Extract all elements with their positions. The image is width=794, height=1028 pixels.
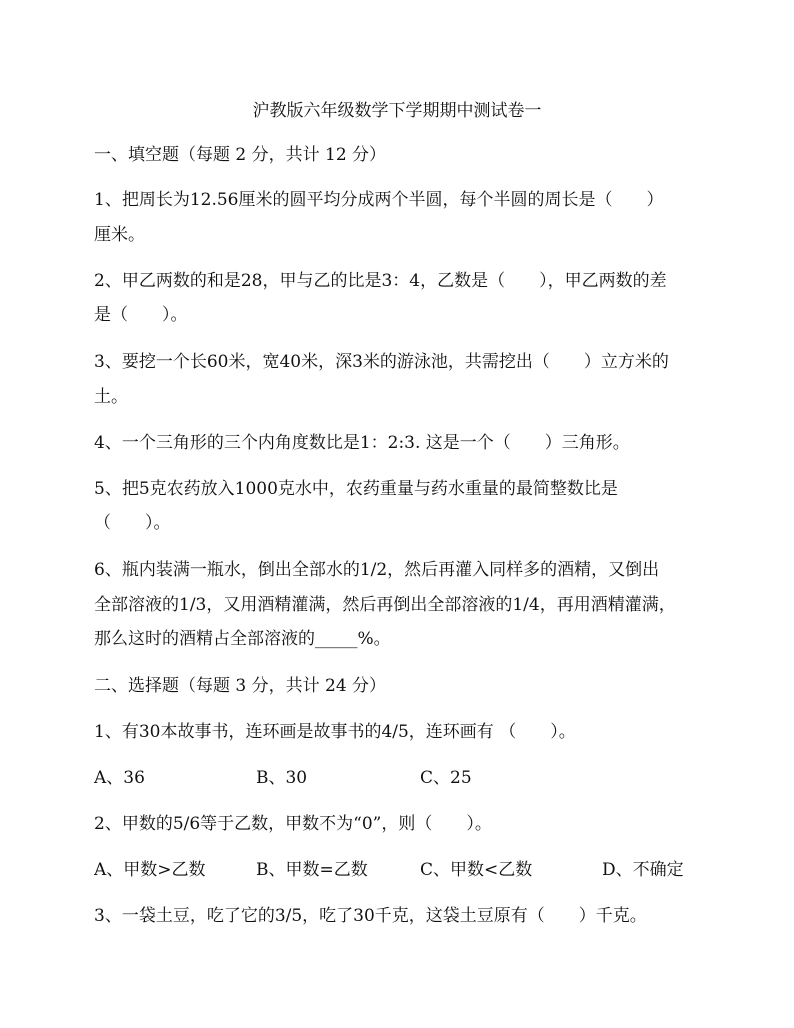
option-2-2-b: B、甲数=乙数 — [256, 860, 368, 880]
page-title: 沪教版六年级数学下学期期中测试卷一 — [252, 101, 542, 121]
section-heading-multiple-choice: 二、选择题（每题 3 分，共计 24 分） — [94, 676, 387, 696]
question-1-4-line-1: 4、一个三角形的三个内角度数比是1：2:3. 这是一个（ ）三角形。 — [94, 433, 630, 453]
question-1-5-line-1: 5、把5克农药放入1000克水中，农药重量与药水重量的最简整数比是 — [94, 479, 618, 499]
option-2-1-a: A、36 — [94, 768, 145, 788]
question-1-5-line-2: （ ）。 — [94, 513, 171, 533]
question-1-2-line-2: 是（ ）。 — [94, 305, 188, 325]
option-2-2-a: A、甲数>乙数 — [94, 860, 206, 880]
question-2-1-line-1: 1、有30本故事书，连环画是故事书的4/5，连环画有 （ ）。 — [94, 722, 576, 742]
option-2-1-b: B、30 — [256, 768, 308, 788]
question-1-6-line-3: 那么这时的酒精占全部溶液的_____%。 — [94, 629, 391, 649]
section-heading-fill-blank: 一、填空题（每题 2 分，共计 12 分） — [94, 145, 387, 165]
option-2-2-d: D、不确定 — [602, 860, 684, 880]
question-1-3-line-1: 3、要挖一个长60米，宽40米，深3米的游泳池，共需挖出（ ）立方米的 — [94, 352, 669, 372]
option-2-1-c: C、25 — [420, 768, 472, 788]
question-1-6-line-1: 6、瓶内装满一瓶水，倒出全部水的1/2，然后再灌入同样多的酒精，又倒出 — [94, 560, 660, 580]
question-1-3-line-2: 土。 — [94, 387, 128, 407]
question-1-1-line-2: 厘米。 — [94, 225, 145, 245]
question-1-6-line-2: 全部溶液的1/3，又用酒精灌满，然后再倒出全部溶液的1/4，再用酒精灌满， — [94, 595, 676, 615]
question-1-2-line-1: 2、甲乙两数的和是28，甲与乙的比是3：4，乙数是（ ），甲乙两数的差 — [94, 271, 667, 291]
question-2-3-line-1: 3、一袋土豆，吃了它的3/5，吃了30千克，这袋土豆原有（ ）千克。 — [94, 906, 647, 926]
question-1-1-line-1: 1、把周长为12.56厘米的圆平均分成两个半圆，每个半圆的周长是（ ） — [94, 190, 664, 210]
option-2-2-c: C、甲数<乙数 — [420, 860, 533, 880]
question-2-2-line-1: 2、甲数的5/6等于乙数，甲数不为“0”，则（ ）。 — [94, 814, 492, 834]
